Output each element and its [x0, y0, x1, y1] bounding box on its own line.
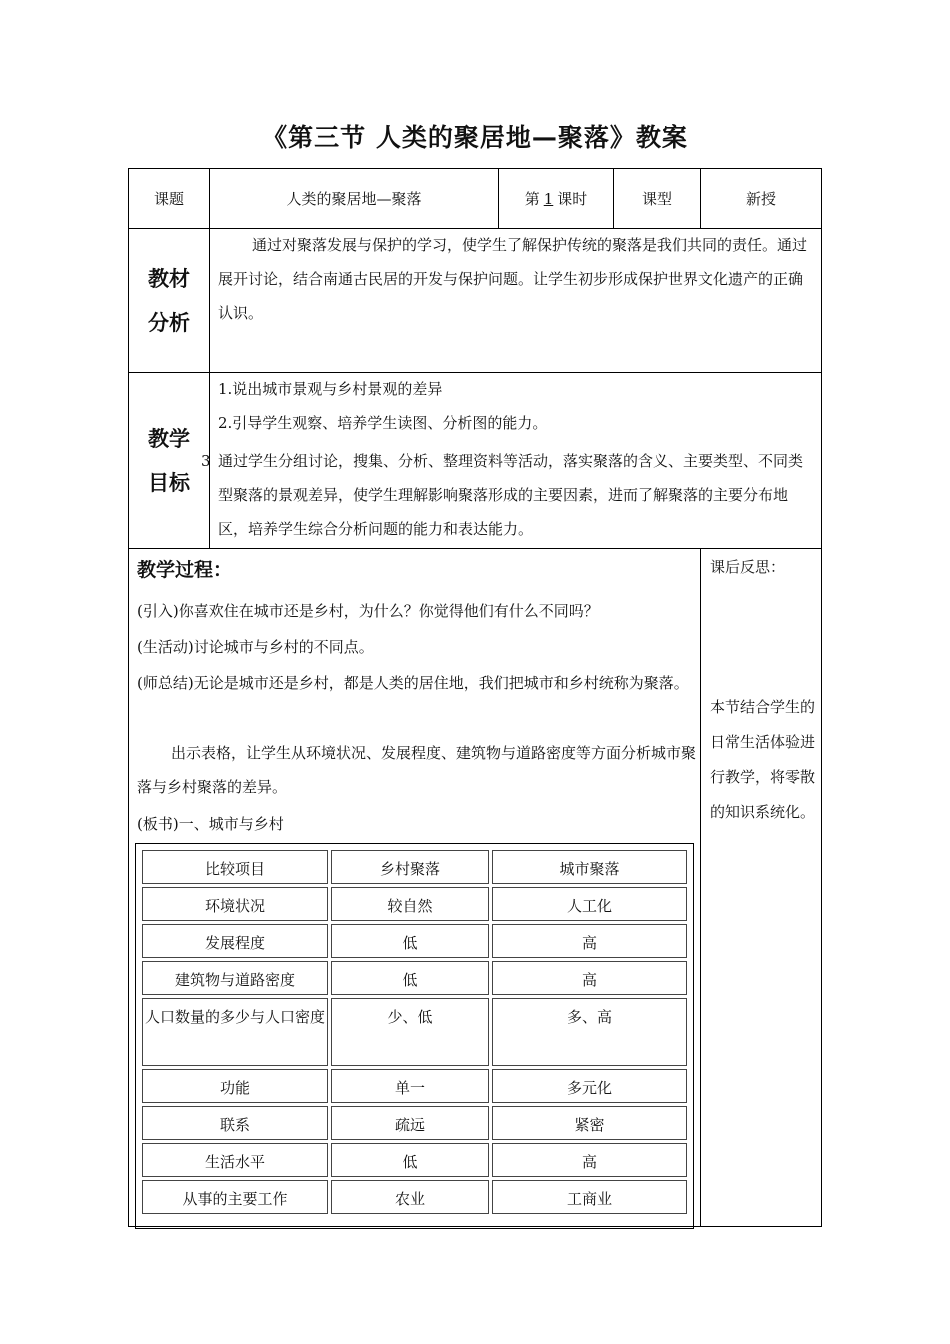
document-title: 《第三节 人类的聚居地—聚落》教案 [262, 123, 688, 152]
process-intro: (引入)你喜欢住在城市还是乡村，为什么？你觉得他们有什么不同吗？ [137, 602, 599, 620]
table-row [142, 1106, 687, 1140]
table-header-cell: 城市聚落 [492, 850, 687, 884]
table-header-row [142, 850, 687, 884]
table-cell: 从事的主要工作 [142, 1180, 328, 1214]
process-board: (板书)一、城市与乡村 [137, 815, 284, 833]
table-cell: 低 [331, 961, 489, 995]
table-cell: 高 [492, 924, 687, 958]
table-cell: 联系 [142, 1106, 328, 1140]
table-cell: 单一 [331, 1069, 489, 1103]
table-cell: 环境状况 [142, 887, 328, 921]
lesson-number: 1 [543, 189, 554, 208]
topic-value: 人类的聚居地—聚落 [286, 190, 422, 208]
table-cell: 功能 [142, 1069, 328, 1103]
table-cell: 多、高 [492, 998, 687, 1066]
analysis-text: 通过对聚落发展与保护的学习，使学生了解保护传统的聚落是我们共同的责任。通过展开讨论，结合南通古民居的开发与保护问题。让学生初步形成保护世界文化遗产的正确认识。 [218, 236, 808, 322]
analysis-label [129, 229, 209, 372]
objective-2: 2.引导学生观察、培养学生读图、分析图的能力。 [218, 414, 548, 432]
lesson-suffix: 课时 [557, 190, 588, 208]
table-cell: 工商业 [492, 1180, 687, 1214]
table-header-cell: 比较项目 [142, 850, 328, 884]
table-row [142, 1180, 687, 1214]
table-row [142, 1143, 687, 1177]
table-cell: 低 [331, 1143, 489, 1177]
reflection-text: 本节结合学生的日常生活体验进行教学，将零散的知识系统化。 [710, 698, 816, 821]
table-cell: 高 [492, 1143, 687, 1177]
table-cell: 高 [492, 961, 687, 995]
comparison-table [135, 843, 694, 1229]
process-activity: (生活动)讨论城市与乡村的不同点。 [137, 638, 374, 656]
lesson-count [499, 169, 613, 228]
process-heading: 教学过程： [137, 559, 233, 581]
type-label: 课型 [641, 190, 672, 208]
table-cell: 发展程度 [142, 924, 328, 958]
objective-3: 通过学生分组讨论，搜集、分析、整理资料等活动，落实聚落的含义、主要类型、不同类型聚落的景观差异，使学生理解影响聚落形成的主要因素，进而了解聚落的主要分布地区，培养学生综合分析问题的能力和表达能力。 [218, 452, 804, 538]
process-show-table: 出示表格，让学生从环境状况、发展程度、建筑物与道路密度等方面分析城市聚落与乡村聚落的差异。 [137, 744, 697, 796]
objectives-label-line2: 目标 [148, 470, 190, 495]
table-cell: 少、低 [331, 998, 489, 1066]
topic-label: 课题 [153, 190, 184, 208]
table-row [142, 1069, 687, 1103]
objective-3-number: 3 [201, 452, 211, 470]
table-row [142, 924, 687, 958]
objective-1: 1.说出城市景观与乡村景观的差异 [218, 380, 443, 398]
table-cell: 疏远 [331, 1106, 489, 1140]
analysis-label-line2: 分析 [148, 310, 190, 335]
table-row [142, 887, 687, 921]
table-header-cell: 乡村聚落 [331, 850, 489, 884]
table-row [142, 961, 687, 995]
objectives-label-line1: 教学 [148, 426, 190, 451]
type-value: 新授 [745, 190, 776, 208]
table-cell: 生活水平 [142, 1143, 328, 1177]
process-summary: (师总结)无论是城市还是乡村，都是人类的居住地，我们把城市和乡村统称为聚落。 [137, 674, 689, 692]
table-row [142, 998, 687, 1066]
reflection-label: 课后反思： [710, 558, 786, 576]
table-cell: 低 [331, 924, 489, 958]
table-cell: 人工化 [492, 887, 687, 921]
lesson-prefix: 第 [524, 190, 540, 208]
table-cell: 人口数量的多少与人口密度 [142, 998, 328, 1066]
table-cell: 建筑物与道路密度 [142, 961, 328, 995]
objectives-label [129, 373, 209, 548]
table-cell: 紧密 [492, 1106, 687, 1140]
table-cell: 多元化 [492, 1069, 687, 1103]
table-cell: 农业 [331, 1180, 489, 1214]
table-cell: 较自然 [331, 887, 489, 921]
analysis-label-line1: 教材 [148, 266, 190, 291]
